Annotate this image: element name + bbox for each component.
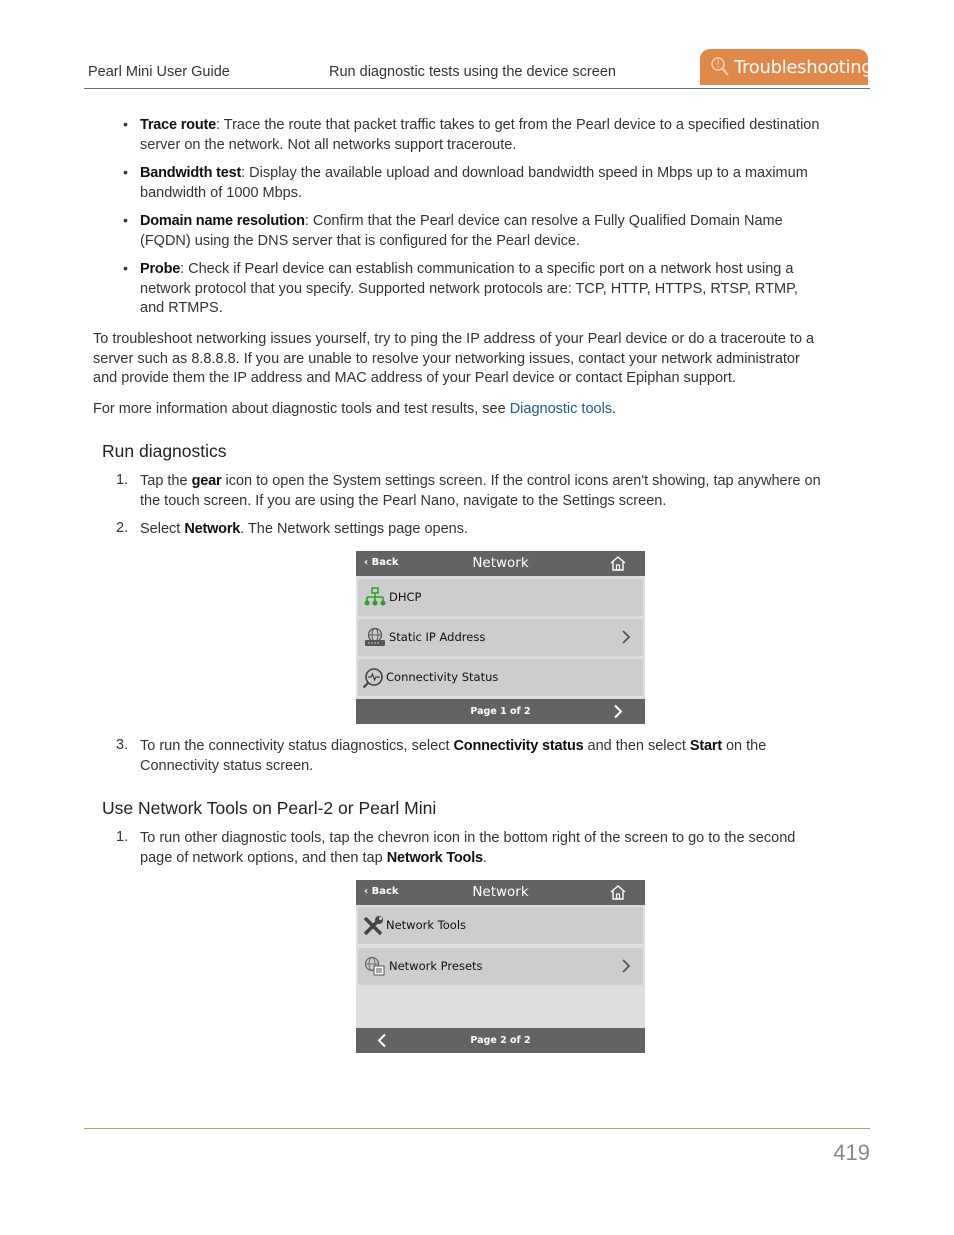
menu-item-label: Network Presets xyxy=(389,959,483,973)
term: Trace route xyxy=(140,117,216,133)
menu-item-connectivity-status[interactable] xyxy=(358,659,643,696)
step-number: 1. xyxy=(116,829,129,845)
tools-icon xyxy=(362,915,384,937)
screen-title: Network xyxy=(472,884,529,900)
home-icon[interactable] xyxy=(609,884,627,901)
footer-divider xyxy=(84,1128,870,1129)
bullet-domain-name-resolution: Domain name resolution: Confirm that the Pearl device can resolve a Fully Qualified Domain Name (FQDN) using the DNS server that is configured for the Pearl device. xyxy=(140,213,783,249)
run-diagnostics-heading: Run diagnostics xyxy=(102,441,227,461)
next-page-chevron-icon[interactable] xyxy=(612,704,624,719)
network-screen-page-2 xyxy=(356,880,645,1053)
menu-item-network-presets[interactable] xyxy=(358,948,643,985)
bullet-dot: • xyxy=(123,212,128,228)
term: Bandwidth test xyxy=(140,165,242,181)
chevron-right-icon xyxy=(621,630,631,644)
troubleshoot-paragraph: To troubleshoot networking issues yourself, try to ping the IP address of your Pearl device or do a traceroute to a server such as 8.8.8.8. If you are unable to resolve your networking issues, contact your network administrator and provide them the IP address and MAC address of your Pearl device or contact Epiphan support. xyxy=(93,331,815,386)
bullet-bandwidth-test: Bandwidth test: Display the available upload and download bandwidth speed in Mbps up to a maximum bandwidth of 1000 Mbps. xyxy=(140,165,808,201)
more-info-paragraph: For more information about diagnostic tools and test results, see Diagnostic tools. xyxy=(93,401,617,417)
menu-item-label: DHCP xyxy=(389,590,422,604)
network-tools-heading: Use Network Tools on Pearl-2 or Pearl Mini xyxy=(102,798,437,818)
step-2-network: Select Network. The Network settings page opens. xyxy=(140,521,468,537)
step-number: 1. xyxy=(116,472,129,488)
device-top-bar xyxy=(356,551,645,576)
menu-item-label: Network Tools xyxy=(386,918,467,932)
menu-item-label: Connectivity Status xyxy=(386,670,499,684)
back-button[interactable]: ‹ Back xyxy=(364,886,399,897)
globe-router-icon xyxy=(364,627,386,647)
diagnostic-tools-link[interactable]: Diagnostic tools xyxy=(509,401,613,417)
back-button[interactable]: ‹ Back xyxy=(364,557,399,568)
term: Domain name resolution xyxy=(140,213,305,229)
step-3-connectivity: To run the connectivity status diagnostics, select Connectivity status and then select Start on the Connectivity status screen. xyxy=(140,738,767,774)
bullet-dot: • xyxy=(123,260,128,276)
step-1-gear: Tap the gear icon to open the System settings screen. If the control icons aren't showing, tap anywhere on the touch screen. If you are using the Pearl Nano, navigate to the Settings screen. xyxy=(140,473,821,509)
device-top-bar xyxy=(356,880,645,905)
page-indicator: Page 1 of 2 xyxy=(470,706,531,717)
pulse-magnifier-icon xyxy=(362,667,384,689)
home-icon[interactable] xyxy=(609,555,627,572)
section-title: Run diagnostic tests using the device screen xyxy=(329,64,616,80)
page-header xyxy=(84,48,873,89)
bullet-probe: Probe: Check if Pearl device can establish communication to a specific port on a network host using a network protocol that you specify. Supported network protocols are: TCP, HTTP, HTTPS, RTSP, RTMP, and RTMPS. xyxy=(140,261,798,316)
bullet-dot: • xyxy=(123,164,128,180)
bullet-trace-route: Trace route: Trace the route that packet traffic takes to get from the Pearl device to a specified destination server on the network. Not all networks support traceroute. xyxy=(140,117,820,153)
magnifier-icon xyxy=(710,56,730,78)
bullet-dot: • xyxy=(123,116,128,132)
step-number: 2. xyxy=(116,520,129,536)
menu-item-network-tools[interactable] xyxy=(358,907,643,944)
page-number: 419 xyxy=(833,1140,870,1165)
page-indicator: Page 2 of 2 xyxy=(470,1035,531,1046)
menu-item-label: Static IP Address xyxy=(389,630,486,644)
chapter-tab-label: Troubleshooting xyxy=(734,57,873,78)
term: Probe xyxy=(140,261,181,277)
chapter-tab-troubleshooting[interactable] xyxy=(700,49,873,85)
menu-item-dhcp[interactable] xyxy=(358,579,643,616)
guide-title: Pearl Mini User Guide xyxy=(88,64,230,80)
network-tree-icon xyxy=(364,587,386,607)
screen-title: Network xyxy=(472,555,529,571)
chevron-right-icon xyxy=(621,959,631,973)
menu-item-static-ip-address[interactable] xyxy=(358,619,643,656)
device-bottom-bar xyxy=(356,1028,645,1053)
step-number: 3. xyxy=(116,737,129,753)
network-screen-page-1 xyxy=(356,551,645,724)
device-bottom-bar xyxy=(356,699,645,724)
network-tools-step-1: To run other diagnostic tools, tap the chevron icon in the bottom right of the screen to go to the second page of network options, and then tap Network Tools. xyxy=(140,830,796,866)
globe-presets-icon xyxy=(364,956,386,976)
